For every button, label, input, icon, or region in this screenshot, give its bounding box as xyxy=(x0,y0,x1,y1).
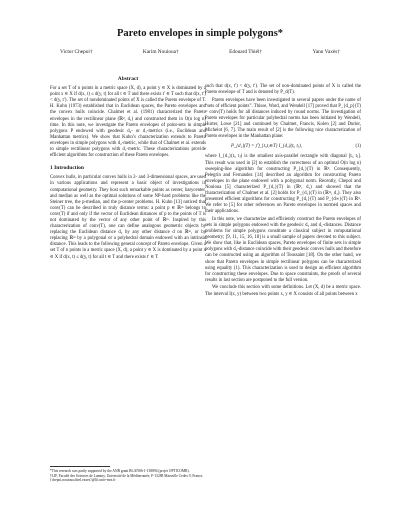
paragraph-4: In this note, we characterize and efficiently construct the Pareto envelopes of sets in simple polygons endowed with the geodesic d₂ and d₁-distances. Distance problems for simple polygons constitute a classical subject in computational geometry; [9, 11, 15, 16, 18] is a small sample of papers devoted to this subject. We show that, like in Euclidean spaces, Pareto envelopes of finite sets in simple polygons with d₂-distance coincide with their geodesic convex hulls and therefore can be constructed using an algorithm of Toussaint [18]. On the other hand, we show that Pareto envelopes in simple rectilinear polygons can be characterized using equality (1). This characterization is used to design an efficient algorithm for constructing these envelopes. Due to space constraints, the proofs of several results in last section are postponed to the full version. xyxy=(205,216,361,283)
paragraph-5: We conclude this section with some definitions. Let (X, d) be a metric space. The interval I(x, y) between two points x, y ∈ X consists of all points between x xyxy=(205,285,361,297)
paragraph-1: such that d(x, t′) < d(y, t′). The set of non-dominated points of X is called the Pareto envelope of T and is denoted by P_d(T). xyxy=(205,84,361,96)
introduction-heading: 1 Introduction xyxy=(50,165,84,172)
author-3: Edouard Thiél† xyxy=(229,49,263,55)
author-2: Karim Nouioua† xyxy=(142,49,179,55)
paragraph-2: Pareto envelopes have been investigated in several papers under the name of “sets of efficient points”. Thisse, Ward, and Wendell [17] proved that P_{d_p}(T) = conv(T) holds for all distances induced by round norms. The investigation of Pareto envelopes for particular polyhedral norms has been initiated by Wendell, Hurter, Lowe [21] and continued by Chalmet, Francis, Kolen [2] and Durier, Michelot [6, 7]. The main result of [2] is the following nice characterization of Pareto envelopes in the Manhattan plane: xyxy=(205,97,361,140)
equation-body: P_{d₁}(T) = ⋂_{tᵢ,tⱼ∈T} I_{d₁}(tᵢ, tⱼ), xyxy=(231,144,302,150)
abstract-heading: Abstract xyxy=(117,76,139,82)
author-list xyxy=(60,49,340,55)
right-column xyxy=(205,84,361,299)
footnote-1: *This research was partly supported by the ANR grant BLAN06-1-138894 (projet OPTICOMB). xyxy=(50,469,190,473)
author-1: Victor Chepoi† xyxy=(60,49,93,55)
footnotes xyxy=(50,466,206,483)
equation-1 xyxy=(205,144,361,150)
footnote-2: †LIF, Faculté des Sciences de Luminy, Université de la Méditerranée, F-13288 Marseille Cedex 9, France, {chepoi,nouioua,thiel,vaxes}@lif.univ-mrs.fr xyxy=(50,473,204,483)
abstract-text: For a set T of n points in a metric space (X, d), a point y ∈ X is dominated by a point x ∈ X if d(x, t) ≤ d(y, t) for all t ∈ T and there exists t′ ∈ T such that d(x, t′) < d(y, t′). The set of nondominated points of X is called the Pareto envelope of T. H. Kuhn (1973) established that in Euclidean spaces, the Pareto envelopes and the convex hulls coincide. Chalmet et al. (1981) characterized the Pareto envelopes in the rectilinear plane (ℝ², d₁) and constructed them in O(n log n) time. In this note, we investigate the Pareto envelopes of point-sets in simple polygons P endowed with geodesic d₂- or d₁-metrics (i.e., Euclidean and Manhattan metrics). We show that Kuhn’s characterization extends to Pareto envelopes in simple polygons with d₂-metric, while that of Chalmet et al. extends to simple rectilinear polygons with d₁-metric. These characterizations provide efficient algorithms for construction of these Pareto envelopes. xyxy=(50,86,206,159)
paper-title: Pareto envelopes in simple polygons* xyxy=(116,28,284,39)
equation-number: (1) xyxy=(355,144,361,150)
paragraph-3: where I_{d₁}(tᵢ, tⱼ) is the smallest axis-parallel rectangle with diagonal [tᵢ, tⱼ]. This result was used in [2] to establish the correctness of an optimal O(n log n) sweeping-line algorithm for constructing P_{d₁}(T) in ℝ². Consequently, Pelegrín and Fernandez [14] described an algorithm for constructing Pareto envelopes in the plane endowed with a polygonal norm. Recently, Chepoi and Nouioua [5] characterized P_{d₁}(T) in (ℝ³, d₁) and showed that the characterization of Chalmet et al. [2] holds for P_{d₁}(T) in (ℝᵐ, d₁). They also presented efficient algorithms for constructing P_{d₁}(T) and P_{d∞}(T) in ℝ³. We refer to [5] for other references on Pareto envelopes in normed spaces and their applications. xyxy=(205,154,361,215)
author-4: Yann Vaxès† xyxy=(312,49,340,55)
left-column xyxy=(50,76,206,262)
footnote-rule xyxy=(50,466,110,467)
introduction-text: Convex hulls, in particular convex hulls in 2- and 3-dimensional spaces, are used in various applications and represent a basic object of investigations in computational geometry. They host such remarkable points as center, barycenter, and median as well as the optimal solutions of some NP-hard problems like the Steiner tree, the p-median, and the p-center problems. H. Kuhn [13] noticed that conv(T) can be described in truly distance terms: a point p ∈ ℝᵐ belongs to conv(T) if and only if the vector of Euclidean distances of p to the points of T is not dominated by the vector of any other point of ℝᵐ. Inspired by this characterization of conv(T), one can define analogous geometric objects by replacing the Euclidean distance d₂ by any other distance d on ℝᵐ, or by replacing ℝᵐ by a polygonal or a polyhedral domain endowed with an intrinsic distance. This leads to the following general concept of Pareto envelope. Given a set T of n points in a metric space (X, d), a point y ∈ X is dominated by a point x ∈ X if d(x, t) ≤ d(y, t) for all t ∈ T and there exists t′ ∈ T xyxy=(50,175,206,260)
